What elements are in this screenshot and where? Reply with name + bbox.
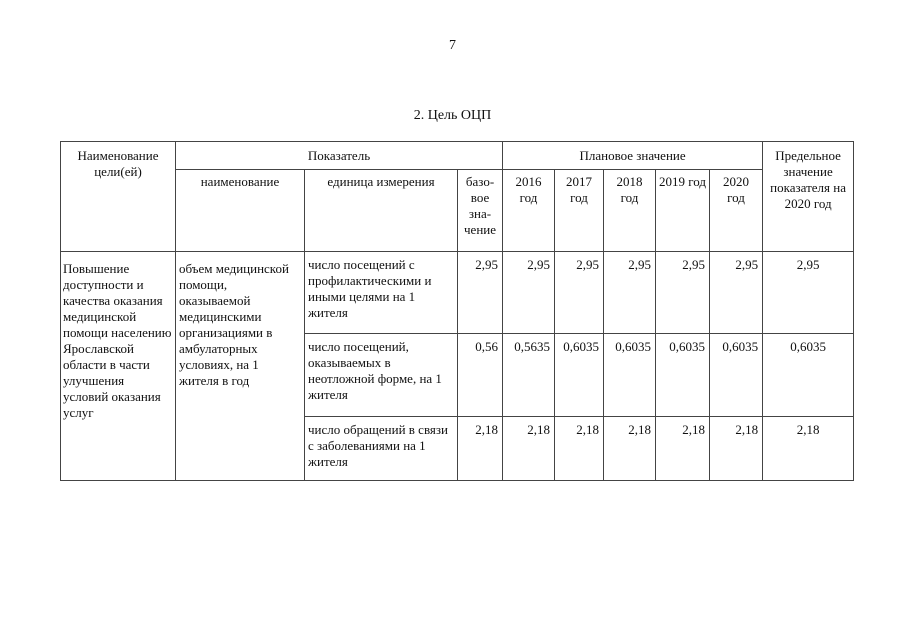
value-2018: 2,18 <box>604 417 656 481</box>
value-2018: 2,95 <box>604 252 656 334</box>
value-2016: 0,5635 <box>503 334 555 417</box>
value-2017: 0,6035 <box>555 334 604 417</box>
header-goal-name: Наименование цели(ей) <box>61 142 176 252</box>
header-row-1 <box>61 142 854 170</box>
value-2018: 0,6035 <box>604 334 656 417</box>
table-row <box>61 252 854 334</box>
header-year-2016: 2016 год <box>503 170 555 252</box>
limit-value: 2,18 <box>763 417 854 481</box>
value-2020: 2,18 <box>710 417 763 481</box>
indicator-name-cell: объем медицинской помощи, оказываемой медицинскими организациями в амбулаторных условиях, на 1 жителя в год <box>176 252 305 481</box>
limit-value: 0,6035 <box>763 334 854 417</box>
value-2019: 0,6035 <box>656 334 710 417</box>
base-value: 2,18 <box>458 417 503 481</box>
value-2019: 2,18 <box>656 417 710 481</box>
value-2017: 2,18 <box>555 417 604 481</box>
value-2016: 2,18 <box>503 417 555 481</box>
base-value: 0,56 <box>458 334 503 417</box>
header-indicator-name: наименование <box>176 170 305 252</box>
page-number: 7 <box>449 38 456 53</box>
header-row-2 <box>61 170 854 252</box>
base-value: 2,95 <box>458 252 503 334</box>
header-limit: Предельное значение показателя на 2020 год <box>763 142 854 252</box>
section-title: 2. Цель ОЦП <box>413 108 492 123</box>
value-2016: 2,95 <box>503 252 555 334</box>
unit-cell: число посещений с профилактическими и иными целями на 1 жителя <box>305 252 458 334</box>
value-2017: 2,95 <box>555 252 604 334</box>
header-year-2020: 2020 год <box>710 170 763 252</box>
header-indicator: Показатель <box>176 142 503 170</box>
header-year-2017: 2017 год <box>555 170 604 252</box>
unit-cell: число обращений в связи с заболеваниями на 1 жителя <box>305 417 458 481</box>
value-2020: 0,6035 <box>710 334 763 417</box>
limit-value: 2,95 <box>763 252 854 334</box>
goal-table <box>60 141 854 481</box>
header-year-2018: 2018 год <box>604 170 656 252</box>
header-base: базо- вое зна- чение <box>458 170 503 252</box>
header-year-2019: 2019 год <box>656 170 710 252</box>
header-planned: Плановое значение <box>503 142 763 170</box>
header-unit: единица измерения <box>305 170 458 252</box>
value-2020: 2,95 <box>710 252 763 334</box>
goal-cell: Повышение доступности и качества оказания медицинской помощи населению Ярославской области в части улучшения условий оказания услуг <box>61 252 176 481</box>
unit-cell: число посещений, оказываемых в неотложной форме, на 1 жителя <box>305 334 458 417</box>
value-2019: 2,95 <box>656 252 710 334</box>
